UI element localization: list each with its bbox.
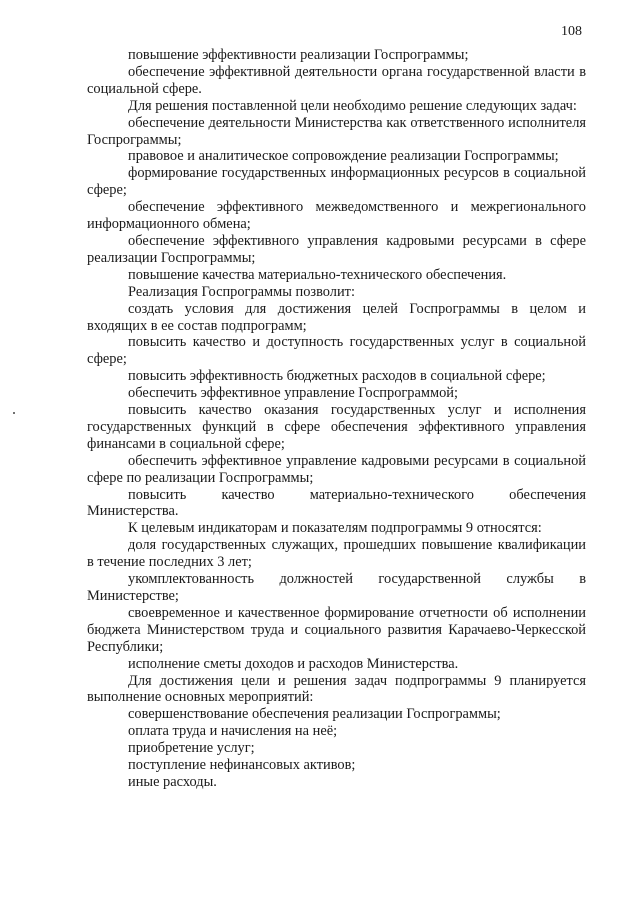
page-number: 108	[561, 24, 582, 39]
paragraph: обеспечение деятельности Министерства как ответственного исполнителя Госпрограммы;	[87, 114, 586, 148]
paragraph: иные расходы.	[128, 773, 217, 790]
paragraph: повышение качества материально-технического обеспечения.	[128, 266, 507, 283]
paragraph: Для решения поставленной цели необходимо решение следующих задач:	[128, 97, 577, 114]
scan-speck	[13, 412, 15, 414]
paragraph: доля государственных служащих, прошедших повышение квалификации в течение последних 3 лет;	[87, 537, 586, 571]
paragraph: К целевым индикаторам и показателям подпрограммы 9 относятся:	[128, 520, 542, 537]
paragraph: исполнение сметы доходов и расходов Министерства.	[128, 655, 459, 672]
paragraph: Для достижения цели и решения задач подпрограммы 9 планируется выполнение основных мероприятий:	[87, 672, 586, 706]
paragraph: своевременное и качественное формирование отчетности об исполнении бюджета Министерством труда и социального развития Карачаево-Черкесской Республики;	[87, 604, 586, 655]
paragraph: повысить эффективность бюджетных расходов в социальной сфере;	[128, 368, 546, 385]
paragraph: повышение эффективности реализации Госпрограммы;	[128, 47, 469, 63]
paragraph: обеспечение эффективной деятельности органа государственной власти в социальной сфере.	[87, 63, 586, 97]
paragraph: приобретение услуг;	[128, 740, 255, 757]
paragraph: создать условия для достижения целей Госпрограммы в целом и входящих в ее состав подпрограмм;	[87, 300, 586, 334]
paragraph: Реализация Госпрограммы позволит:	[128, 283, 355, 300]
paragraph: повысить качество материально-технического обеспечения Министерства.	[87, 486, 586, 520]
paragraph: обеспечение эффективного межведомственного и межрегионального информационного обмена;	[87, 199, 586, 233]
paragraph: обеспечить эффективное управление кадровыми ресурсами в социальной сфере по реализации Госпрограммы;	[87, 452, 586, 486]
paragraph: обеспечение эффективного управления кадровыми ресурсами в сфере реализации Госпрограммы;	[87, 232, 586, 266]
body-text	[87, 47, 586, 791]
paragraph: совершенствование обеспечения реализации Госпрограммы;	[128, 706, 501, 723]
paragraph: оплата труда и начисления на неё;	[128, 723, 338, 740]
paragraph: поступление нефинансовых активов;	[128, 757, 356, 774]
paragraph: повысить качество и доступность государственных услуг в социальной сфере;	[87, 334, 586, 368]
paragraph: укомплектованность должностей государственной службы в Министерстве;	[87, 571, 586, 604]
paragraph: формирование государственных информационных ресурсов в социальной сфере;	[87, 165, 586, 199]
paragraph: обеспечить эффективное управление Госпрограммой;	[128, 385, 458, 402]
paragraph: повысить качество оказания государственных услуг и исполнения государственных функций в сфере обеспечения эффективного управления финансами в социальной сфере;	[87, 402, 586, 452]
paragraph: правовое и аналитическое сопровождение реализации Госпрограммы;	[128, 148, 559, 165]
